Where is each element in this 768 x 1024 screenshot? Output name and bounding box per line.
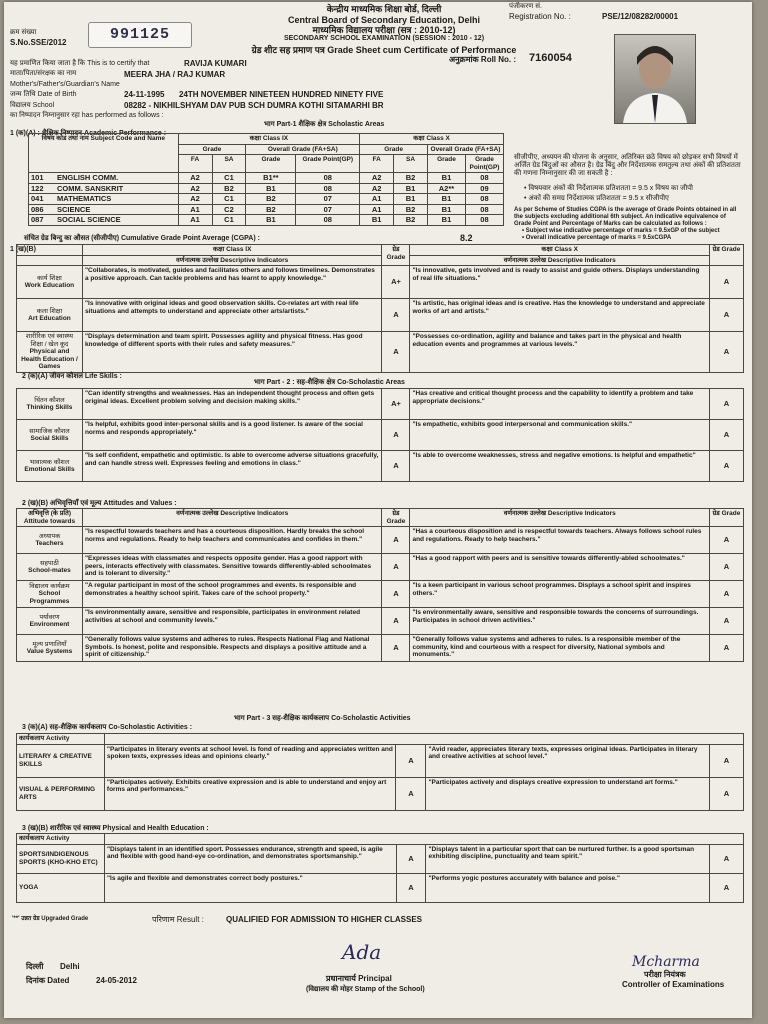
roll-number: 7160054 [529, 52, 572, 64]
grade-cell-ix-sa: C1 [212, 173, 246, 184]
area-cell [17, 389, 83, 420]
principal-signature: Ada [342, 940, 382, 964]
indicator-row [17, 527, 744, 554]
class-ix-indicator: "Can identify strengths and weaknesses. Has an independent thought process and often gets original ideas. Excellent problem solving and decision making skills." [82, 389, 382, 420]
grade-cell-x-gp: 08 [465, 204, 503, 215]
class-x-indicator: "Is artistic, has original ideas and is creative. Has the knowledge to understand and appreciate works of art and artists." [410, 299, 710, 332]
grade-cell-x-fa: A1 [360, 194, 394, 205]
registration-label-hindi: पंजीकरण सं. [509, 3, 542, 10]
class-ix-grade: A [382, 608, 410, 635]
subject-cell [29, 194, 179, 205]
gp-subheader: Grade Point(GP) [296, 155, 360, 173]
activities-table [16, 733, 744, 811]
class-x-indicator: "Has a courteous disposition and is respectful towards teachers. Always follows school rules and regulations. Ready to help teachers." [410, 527, 710, 554]
class-ix-grade: A [382, 299, 410, 332]
subject-code: 101 [31, 173, 44, 182]
class-ix-indicator: "Is environmentally aware, sensitive and responsible, participates in environment related activities at school and community levels." [82, 608, 382, 635]
attitudes-table [16, 508, 744, 662]
area-name: School Programmes [29, 590, 70, 605]
class-x-indicator: "Possesses co-ordination, agility and balance and takes part in the physical and health education events and programmes at various levels." [410, 332, 710, 373]
class-ix-header: कक्षा Class IX [178, 134, 360, 145]
upgraded-grade-note: '**' उन्नत ग्रेड Upgraded Grade [12, 916, 89, 922]
controller-label-hindi: परीक्षा नियंत्रक [644, 970, 686, 979]
indicator-row [17, 389, 744, 420]
grade-cell-x-gp: 08 [465, 215, 503, 226]
performed-label: का निष्पादन निम्नानुसार रहा has performed as follows : [10, 112, 164, 119]
class-x-grade: A [709, 266, 743, 299]
class-ix-indicator: "Participates in literary events at school level. Is fond of reading and appreciates written and spoken texts, expresses ideas and opinions clearly." [104, 744, 396, 777]
class-x-header: कक्षा Class X [360, 134, 504, 145]
class-x-grade: A [710, 873, 744, 902]
grade-cell-x-sa: B1 [394, 194, 428, 205]
indicator-row [17, 873, 744, 902]
class-ix-header: कक्षा Class IX [82, 245, 382, 256]
part3-heading: भाग Part - 3 सह-शैक्षिक कार्यकलाप Co-Scholastic Activities [234, 715, 411, 722]
subject-column-header: विषय कोड तथा नाम Subject Code and Name [29, 134, 179, 173]
grade-cell-x-fa: A2 [360, 173, 394, 184]
grade-cell-ix-fa: A1 [178, 204, 212, 215]
indicator-row [17, 420, 744, 451]
area-cell [17, 554, 83, 581]
class-x-grade: A [709, 332, 743, 373]
grade-cell-ix-gp: 07 [296, 204, 360, 215]
parents-name: MEERA JHA / RAJ KUMAR [124, 70, 226, 79]
class-x-indicator: "Is environmentally aware, sensitive and responsible towards the concerns of surroundings. Participates in school driven activities." [410, 608, 710, 635]
cgpa-note-bullet-1-hindi: • विषयवार अंकों की निर्देशात्मक प्रतिशतता = 9.5 x विषय का जीपी [524, 185, 693, 192]
indicator-row [17, 608, 744, 635]
grade-header: ग्रेड Grade [382, 245, 410, 266]
descriptive-indicators-header: वर्णनात्मक उल्लेख Descriptive Indicators [410, 509, 710, 527]
grade-cell-ix-fa: A2 [178, 173, 212, 184]
roll-label: अनुक्रमांक Roll No. : [449, 55, 517, 64]
area-hindi: कला शिक्षा [36, 307, 63, 315]
indicator-row [17, 581, 744, 608]
area-name: VISUAL & PERFORMING ARTS [19, 786, 96, 801]
student-name: RAVIJA KUMARI [184, 59, 247, 68]
grade-cell-ix-grade: B2 [246, 194, 296, 205]
serial-label: S.No.SSE/2012 [10, 38, 67, 47]
class-ix-grade: A [382, 527, 410, 554]
class-x-indicator: "Participates actively and displays creative expression to understand art forms." [426, 777, 710, 810]
class-x-grade: A [710, 744, 744, 777]
student-photo [614, 34, 696, 124]
area-name: Teachers [35, 540, 64, 547]
fa-header: FA [360, 155, 394, 173]
area-cell [17, 581, 83, 608]
grade-cell-x-grade: A2** [428, 183, 466, 194]
serial-number: 991125 [109, 26, 170, 43]
class-ix-indicator: "Is innovative with original ideas and good observation skills. Co-relates art with real life situations and attempts to understand and appreciate other arts/artists." [82, 299, 382, 332]
gp-subheader: Grade Point(GP) [465, 155, 503, 173]
grade-cell-ix-gp: 08 [296, 173, 360, 184]
grade-cell-ix-grade: B1** [246, 173, 296, 184]
class-ix-grade: A [396, 844, 426, 873]
subject-name: SCIENCE [57, 204, 91, 214]
indicator-row [17, 332, 744, 373]
class-ix-indicator: "Collaborates, is motivated, guides and facilitates others and follows timelines. Demonstrates a positive approach. Can tackle problems and has learnt to apply knowledge." [82, 266, 382, 299]
grade-cell-x-grade: B1 [428, 194, 466, 205]
class-x-indicator: "Avid reader, appreciates literary texts, expresses original ideas. Participates in literary and creative activities at school level." [426, 744, 710, 777]
class-ix-grade: A [396, 744, 426, 777]
class-ix-grade: A [382, 332, 410, 373]
grade-cell-ix-gp: 08 [296, 215, 360, 226]
subject-cell [29, 215, 179, 226]
place-hindi: दिल्ली [26, 962, 44, 971]
controller-signature: Mcharma [632, 954, 700, 970]
school-stamp-label: (विद्यालय की मोहर Stamp of the School) [306, 986, 425, 993]
grade-cell-x-grade: B1 [428, 204, 466, 215]
grade-cell-x-grade: B1 [428, 215, 466, 226]
subject-row [29, 173, 504, 184]
grade-header: ग्रेड Grade [710, 509, 744, 527]
area-cell [17, 777, 105, 810]
grade-cell-x-sa: B1 [394, 183, 428, 194]
cgpa-note-bullet-1: • Subject wise indicative percentage of marks = 9.5xGP of the subject [522, 228, 720, 234]
grade-cell-x-gp: 08 [465, 173, 503, 184]
subject-cell [29, 204, 179, 215]
class-ix-indicator: "Expresses ideas with classmates and respects opposite gender. Has a good rapport with peers, interacts effectively with classmates. Sensitive towards differently-abled schoolmates and is tolerant to diversity." [82, 554, 382, 581]
area-cell [17, 299, 83, 332]
area-name: SPORTS/INDIGENOUS SPORTS (KHO-KHO ETC) [19, 851, 98, 866]
result-label: परिणाम Result : [152, 915, 204, 924]
class-x-indicator: "Is empathetic, exhibits good interpersonal and communication skills." [410, 420, 710, 451]
grade-header: ग्रेड Grade [709, 245, 743, 266]
area-hindi: कार्य शिक्षा [37, 274, 62, 282]
area-name: Emotional Skills [24, 466, 75, 473]
class-x-grade: A [710, 420, 744, 451]
class-x-indicator: "Generally follows value systems and adheres to rules. Is a responsible member of the community, kind and courteous with a respect for diversity, National symbols and monuments." [410, 635, 710, 662]
dated-value: 24-05-2012 [96, 976, 137, 985]
subject-cell [29, 183, 179, 194]
cgpa-note-bullet-2-hindi: • अंकों की समग्र निर्देशात्मक प्रतिशतता = 9.5 x सीजीपीए [524, 195, 669, 202]
grade-cell-ix-fa: A1 [178, 215, 212, 226]
grade-sheet-document [4, 2, 752, 1018]
area-name: YOGA [19, 883, 39, 891]
attitude-towards-header: अभिवृत्ति (के प्रति) Attitude towards [17, 509, 83, 527]
principal-label: प्रधानाचार्य Principal [326, 974, 392, 983]
class-x-grade: A [710, 635, 744, 662]
area-cell [17, 451, 83, 482]
class-x-indicator: "Displays talent in a particular sport that can be nurtured further. Is a good sportsman exhibiting discipline, punctuality and team spirit." [426, 844, 710, 873]
class-x-grade: A [710, 777, 744, 810]
subject-name: SOCIAL SCIENCE [57, 215, 121, 224]
area-name: Work Education [24, 282, 75, 289]
parents-label: Mother's/Father's/Guardian's Name [10, 81, 120, 88]
grade-header: ग्रेड Grade [382, 509, 410, 527]
phe-label: 3 (ख)(B) शारीरिक एवं स्वास्थ्य Physical and Health Education : [22, 825, 209, 832]
area-name: Physical and Health Education / Games [21, 348, 78, 370]
activity-header: कार्यकलाप Activity [17, 734, 105, 745]
overall-header-x: Overall Grade (FA+SA) [428, 144, 504, 155]
area-name: Thinking Skills [26, 404, 73, 411]
class-x-grade: A [710, 844, 744, 873]
dob-label: जन्म तिथि Date of Birth [10, 91, 77, 98]
certify-label: यह प्रमाणित किया जाता है कि This is to certify that [10, 60, 150, 67]
cgpa-label: संचित ग्रेड बिन्दु का औसत (सीजीपीए) Cumulative Grade Point Average (CGPA) : [24, 235, 260, 242]
subject-code: 087 [31, 215, 44, 224]
class-x-header: कक्षा Class X [410, 245, 710, 256]
part1b-label: 1 (ख)(B) [10, 246, 36, 253]
grade-cell-ix-gp: 07 [296, 194, 360, 205]
descriptive-indicators-header: वर्णनात्मक उल्लेख Descriptive Indicators [410, 255, 710, 266]
class-x-grade: A [709, 299, 743, 332]
grade-cell-x-sa: B2 [394, 173, 428, 184]
area-cell [17, 332, 83, 373]
academic-performance-label: 1 (क)(A) : शैक्षिक निष्पादन Academic Performance : [10, 130, 167, 137]
dated-label: दिनांक Dated [26, 976, 70, 985]
class-ix-indicator: "Is helpful, exhibits good inter-personal skills and is a good listener. Is aware of the social norms and responds appropriately." [82, 420, 382, 451]
area-cell [17, 635, 83, 662]
descriptive-indicators-header: वर्णनात्मक उल्लेख Descriptive Indicators [82, 509, 382, 527]
area-cell [17, 608, 83, 635]
overall-header-ix: Overall Grade (FA+SA) [246, 144, 360, 155]
area-cell [17, 527, 83, 554]
grade-cell-ix-sa: B2 [212, 183, 246, 194]
subject-cell [29, 173, 179, 184]
indicator-row [17, 635, 744, 662]
area-name: School-mates [28, 567, 71, 574]
area-hindi: सामाजिक कौशल [29, 427, 70, 435]
cbse-hindi-title: केन्द्रीय माध्यमिक शिक्षा बोर्ड, दिल्ली [326, 4, 442, 14]
activities-label: 3 (क)(A) सह-शैक्षिक कार्यकलाप Co-Scholastic Activities : [22, 724, 193, 731]
cgpa-value: 8.2 [460, 233, 473, 243]
indicator-row [17, 299, 744, 332]
class-ix-indicator: "Displays talent in an identified sport. Possesses endurance, strength and speed, is agile and flexible with good hand-eye co-ordination, and demonstrates sportsmanship." [104, 844, 396, 873]
indicator-row [17, 451, 744, 482]
grade-cell-x-sa: B2 [394, 215, 428, 226]
grade-cell-x-grade: B1 [428, 173, 466, 184]
date-of-birth-words: 24TH NOVEMBER NINETEEN HUNDRED NINETY FIVE [179, 90, 384, 99]
class-ix-grade: A+ [382, 389, 410, 420]
subject-code: 122 [31, 183, 44, 193]
indicator-row [17, 554, 744, 581]
class-ix-indicator: "Is agile and flexible and demonstrates correct body postures." [104, 873, 396, 902]
class-ix-grade: A [382, 451, 410, 482]
exam-hindi-title: माध्यमिक विद्यालय परीक्षा (सत्र : 2010-12) [312, 25, 456, 35]
class-ix-indicator: "Participates actively. Exhibits creative expression and is able to understand and enjoy art forms and performances." [104, 777, 396, 810]
indicator-row [17, 744, 744, 777]
academic-performance-table [28, 133, 504, 226]
cgpa-note-bullet-2: • Overall indicative percentage of marks = 9.5xCGPA [522, 235, 672, 241]
class-ix-grade: A [382, 581, 410, 608]
area-name: Social Skills [30, 435, 69, 442]
area-name: LITERARY & CREATIVE SKILLS [19, 753, 92, 768]
class-ix-grade: A [396, 873, 426, 902]
class-ix-indicator: "Generally follows value systems and adheres to rules. Respects National Flag and National Symbols. Is honest, polite and responsible. Respects and displays a positive attitude and a spirit of citizenship." [82, 635, 382, 662]
grade-cell-ix-sa: C1 [212, 215, 246, 226]
grade-cell-ix-sa: C2 [212, 204, 246, 215]
cbse-english-title: Central Board of Secondary Education, Delhi [287, 15, 481, 25]
grade-cell-x-sa: B2 [394, 204, 428, 215]
subject-name: COMM. SANSKRIT [57, 183, 124, 193]
part1-heading: भाग Part-1 शैक्षिक क्षेत्र Scholastic Areas [264, 121, 385, 128]
result-value: QUALIFIED FOR ADMISSION TO HIGHER CLASSES [226, 915, 423, 924]
class-x-grade: A [710, 581, 744, 608]
area-hindi: मूल्य प्रणालियाँ [32, 640, 67, 648]
grade-cell-ix-fa: A2 [178, 183, 212, 194]
subject-row [29, 183, 504, 194]
phe-table [16, 833, 744, 903]
subject-code: 086 [31, 204, 44, 214]
class-x-grade: A [710, 608, 744, 635]
school-name: 08282 - NIKHILSHYAM DAV PUB SCH DUMRA KOTHI SITAMARHI BR [124, 101, 384, 110]
area-hindi: शारीरिक एवं स्वास्थ्य शिक्षा / खेल कूद [25, 333, 74, 348]
fa-header: FA [178, 155, 212, 173]
registration-number: PSE/12/08282/00001 [602, 12, 679, 21]
subject-code: 041 [31, 194, 44, 203]
attitudes-label: 2 (ख)(B) अभिवृत्तियाँ एवं मूल्य Attitudes and Values : [22, 500, 177, 507]
certificate-title: ग्रेड शीट सह प्रमाण पत्र Grade Sheet cum Certificate of Performance [251, 45, 517, 55]
subject-row [29, 215, 504, 226]
indicator-row [17, 844, 744, 873]
area-hindi: भावात्मक कौशल [29, 458, 70, 466]
registration-label: Registration No. : [509, 12, 571, 21]
parents-label-hindi: माता/पिता/संरक्षक का नाम [10, 70, 77, 77]
cgpa-note-hindi: सीजीपीए, अध्ययन की योजना के अनुसार, अतिरिक्त छठे विषय को छोड़कर सभी विषयों में अर्जित ग्रेड बिंदुओं का औसत है। ग्रेड बिंदु और निर्देशात्मक समतुल्य तथा अंकों की प्रतिशतता की गणना निम्नानुसार की जा सकती है : [514, 154, 741, 177]
grade-cell-x-gp: 09 [465, 183, 503, 194]
subject-name: ENGLISH COMM. [57, 173, 119, 182]
class-x-grade: A [710, 451, 744, 482]
grade-cell-ix-sa: C1 [212, 194, 246, 205]
activity-header: कार्यकलाप Activity [17, 834, 105, 845]
grade-subheader: Grade [428, 155, 466, 173]
area-hindi: विद्यालय कार्यक्रम [29, 582, 70, 590]
grade-cell-x-fa: A1 [360, 204, 394, 215]
subject-row [29, 204, 504, 215]
grade-cell-ix-grade: B2 [246, 204, 296, 215]
area-name: Art Education [28, 315, 71, 322]
grade-cell-ix-grade: B1 [246, 183, 296, 194]
class-ix-indicator: "A regular participant in most of the school programmes and events. Is responsible and demonstrates a healthy school spirit. Takes care of the school property." [82, 581, 382, 608]
date-of-birth: 24-11-1995 [124, 90, 165, 99]
grade-cell-ix-fa: A2 [178, 194, 212, 205]
area-name: Value Systems [26, 648, 73, 655]
class-ix-indicator: "Is respectful towards teachers and has a courteous disposition. Hardly breaks the school norms and regulations. Ready to help teachers and communicates and confides in them." [82, 527, 382, 554]
class-ix-indicator: "Is self confident, empathetic and optimistic. Is able to overcome adverse situations gracefully, and can handle stress well. Expresses feeling and emotions in class." [82, 451, 382, 482]
grade-cell-x-fa: B1 [360, 215, 394, 226]
grade-cell-ix-grade: B1 [246, 215, 296, 226]
sa-header: SA [212, 155, 246, 173]
class-x-indicator: "Has creative and critical thought process and the capability to identify a problem and take appropriate decisions." [410, 389, 710, 420]
area-hindi: पर्यावरण [39, 613, 60, 621]
class-ix-grade: A [396, 777, 426, 810]
class-x-grade: A [710, 527, 744, 554]
area-cell [17, 873, 105, 902]
grade-header-ix: Grade [178, 144, 246, 155]
class-x-indicator: "Is able to overcome weaknesses, stress and negative emotions. Is helpful and empathetic" [410, 451, 710, 482]
area-cell [17, 744, 105, 777]
indicator-row [17, 266, 744, 299]
area-hindi: सहपाठी [40, 559, 59, 567]
life-skills-label: 2 (क)(A) जीवन कौशल Life Skills : [22, 373, 122, 380]
grade-subheader: Grade [246, 155, 296, 173]
area-cell [17, 266, 83, 299]
class-ix-grade: A [382, 420, 410, 451]
area-name: Environment [29, 621, 70, 628]
area-hindi: चिंतन कौशल [34, 396, 65, 404]
grade-cell-x-fa: A2 [360, 183, 394, 194]
subject-name: MATHEMATICS [57, 194, 112, 203]
class-x-indicator: "Performs yogic postures accurately with balance and poise." [426, 873, 710, 902]
grade-cell-ix-gp: 08 [296, 183, 360, 194]
class-x-grade: A [710, 389, 744, 420]
descriptive-indicators-header: वर्णनात्मक उल्लेख Descriptive Indicators [82, 255, 382, 266]
subject-row [29, 194, 504, 205]
class-x-indicator: "Is innovative, gets involved and is ready to assist and guide others. Displays understanding of real life situations." [410, 266, 710, 299]
part2-heading: भाग Part - 2 : सह-शैक्षिक क्षेत्र Co-Scholastic Areas [254, 379, 405, 386]
co-scholastic-1b-table [16, 244, 744, 373]
area-cell [17, 844, 105, 873]
grade-header-x: Grade [360, 144, 428, 155]
class-ix-grade: A+ [382, 266, 410, 299]
class-x-grade: A [710, 554, 744, 581]
serial-number-box [88, 22, 192, 48]
class-x-indicator: "Has a good rapport with peers and is sensitive towards differently-abled schoolmates." [410, 554, 710, 581]
area-hindi: अध्यापक [38, 532, 61, 540]
area-cell [17, 420, 83, 451]
cgpa-note-english: As per Scheme of Studies CGPA is the average of Grade Points obtained in all the subjects excluding additional 6th subject. An indicative equivalence of Grade Point and Percentage of Marks can be calculated as follows : [514, 207, 737, 227]
grade-cell-x-gp: 08 [465, 194, 503, 205]
school-label: विद्यालय School [10, 102, 55, 109]
indicator-row [17, 777, 744, 810]
exam-english-title: SECONDARY SCHOOL EXAMINATION (SESSION : 2010 - 12) [283, 35, 485, 42]
class-ix-grade: A [382, 554, 410, 581]
class-ix-indicator: "Displays determination and team spirit. Possesses agility and physical fitness. Has good knowledge of different sports with their rules and safety measures." [82, 332, 382, 373]
life-skills-table [16, 388, 744, 482]
class-ix-grade: A [382, 635, 410, 662]
sa-header: SA [394, 155, 428, 173]
controller-label: Controller of Examinations [622, 980, 725, 989]
place: Delhi [60, 962, 80, 971]
class-x-indicator: "Is a keen participant in various school programmes. Displays a school spirit and inspires others." [410, 581, 710, 608]
serial-label-hindi: क्रम संख्या [10, 29, 37, 36]
